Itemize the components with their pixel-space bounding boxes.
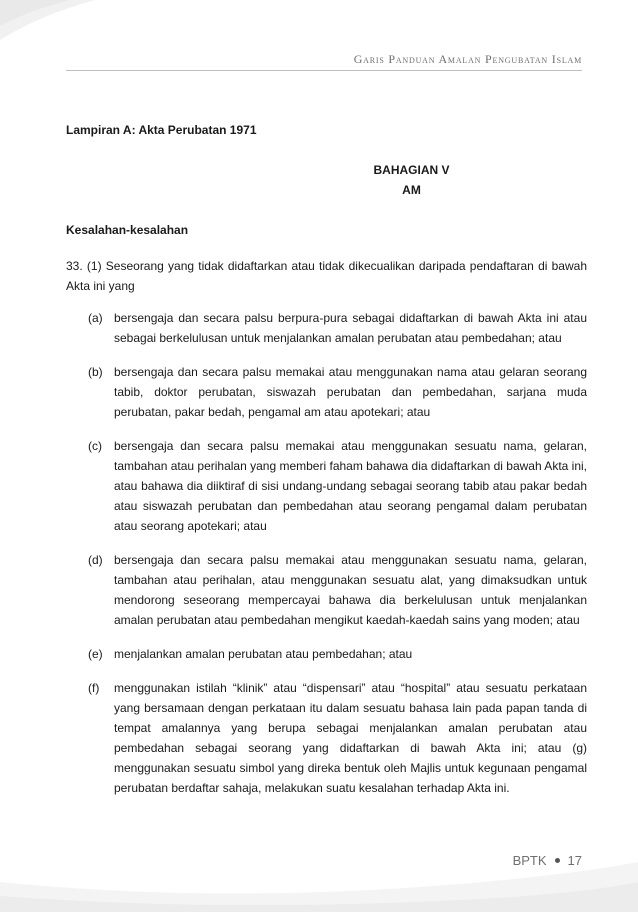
- list-item: [66, 362, 587, 422]
- list-item: [66, 308, 587, 348]
- list-item-text: bersengaja dan secara palsu berpura-pura sebagai didaftarkan di bawah Akta ini atau sebagai berkelulusan untuk menjalankan amalan perubatan atau pembedahan; atau: [114, 311, 587, 345]
- page-number: 17: [567, 853, 582, 868]
- list-item-marker: (b): [88, 365, 103, 379]
- list-item-text: menjalankan amalan perubatan atau pembedahan; atau: [114, 647, 413, 661]
- list-item-text: bersengaja dan secara palsu memakai atau menggunakan nama atau gelaran seorang tabib, doktor perubatan, siswazah perubatan dan pembedahan, sarjana muda perubatan, pakar bedah, pengamal am atau apotekari; atau: [114, 365, 587, 419]
- list-item-marker: (e): [88, 647, 103, 661]
- list-item: [66, 550, 587, 630]
- list-item-marker: (a): [88, 311, 103, 325]
- list-item-marker: (c): [88, 439, 102, 453]
- header-rule: [66, 70, 582, 71]
- list-item-text: bersengaja dan secara palsu memakai atau menggunakan sesuatu nama, gelaran, tambahan atau perihalan yang memberi faham bahawa dia didaftarkan di bawah Akta ini, atau bahawa dia diiktiraf di sisi undang-undang sebagai seorang tabib atau pakar bedah atau siswazah perubatan dan pembedahan atau seorang pengamal dalam perubatan atau seorang apotekari; atau: [114, 439, 587, 533]
- list-item-text: menggunakan istilah “klinik” atau “dispensari” atau “hospital” atau sesuatu perkataan yang bersamaan dengan perkataan itu dalam sesuatu bahasa lain pada papan tanda di tempat amalannya yang berupa sebagai menjalankan amalan perubatan atau pembedahan sebagai seorang yang didaftarkan di bawah Akta ini; atau (g) menggunakan sesuatu simbol yang direka bentuk oleh Majlis untuk kegunaan pengamal perubatan berdaftar sahaja, melakukan suatu kesalahan terhadap Akta ini.: [114, 681, 587, 795]
- footer-label: BPTK: [512, 853, 547, 868]
- running-header-title: Garis Panduan Amalan Pengubatan Islam: [353, 52, 582, 66]
- list-item-marker: (f): [88, 681, 100, 695]
- footer-decoration: [0, 852, 638, 912]
- list-item: [66, 678, 587, 798]
- part-title: BAHAGIAN V: [373, 163, 450, 177]
- appendix-title: Lampiran A: Akta Perubatan 1971: [66, 123, 257, 137]
- list-item: [66, 644, 587, 664]
- part-subtitle: AM: [402, 183, 421, 197]
- section-title: Kesalahan-kesalahan: [66, 223, 189, 237]
- list-item-marker: (d): [88, 553, 103, 567]
- document-body: [66, 120, 587, 812]
- offence-list: [66, 308, 587, 798]
- list-item: [66, 436, 587, 536]
- list-item-text: bersengaja dan secara palsu memakai atau menggunakan sesuatu nama, gelaran, tambahan atau perihalan, atau menggunakan sesuatu alat, yang dimaksudkan untuk mendorong seseorang mempercayai bahawa dia berkelulusan untuk menjalankan amalan perubatan atau pembedahan mengikut kaedah-kaedah sains yang moden; atau: [114, 553, 587, 627]
- header-decoration: [0, 0, 638, 80]
- section-intro: 33. (1) Seseorang yang tidak didaftarkan atau tidak dikecualikan daripada pendaftaran di bawah Akta ini yang: [66, 259, 587, 293]
